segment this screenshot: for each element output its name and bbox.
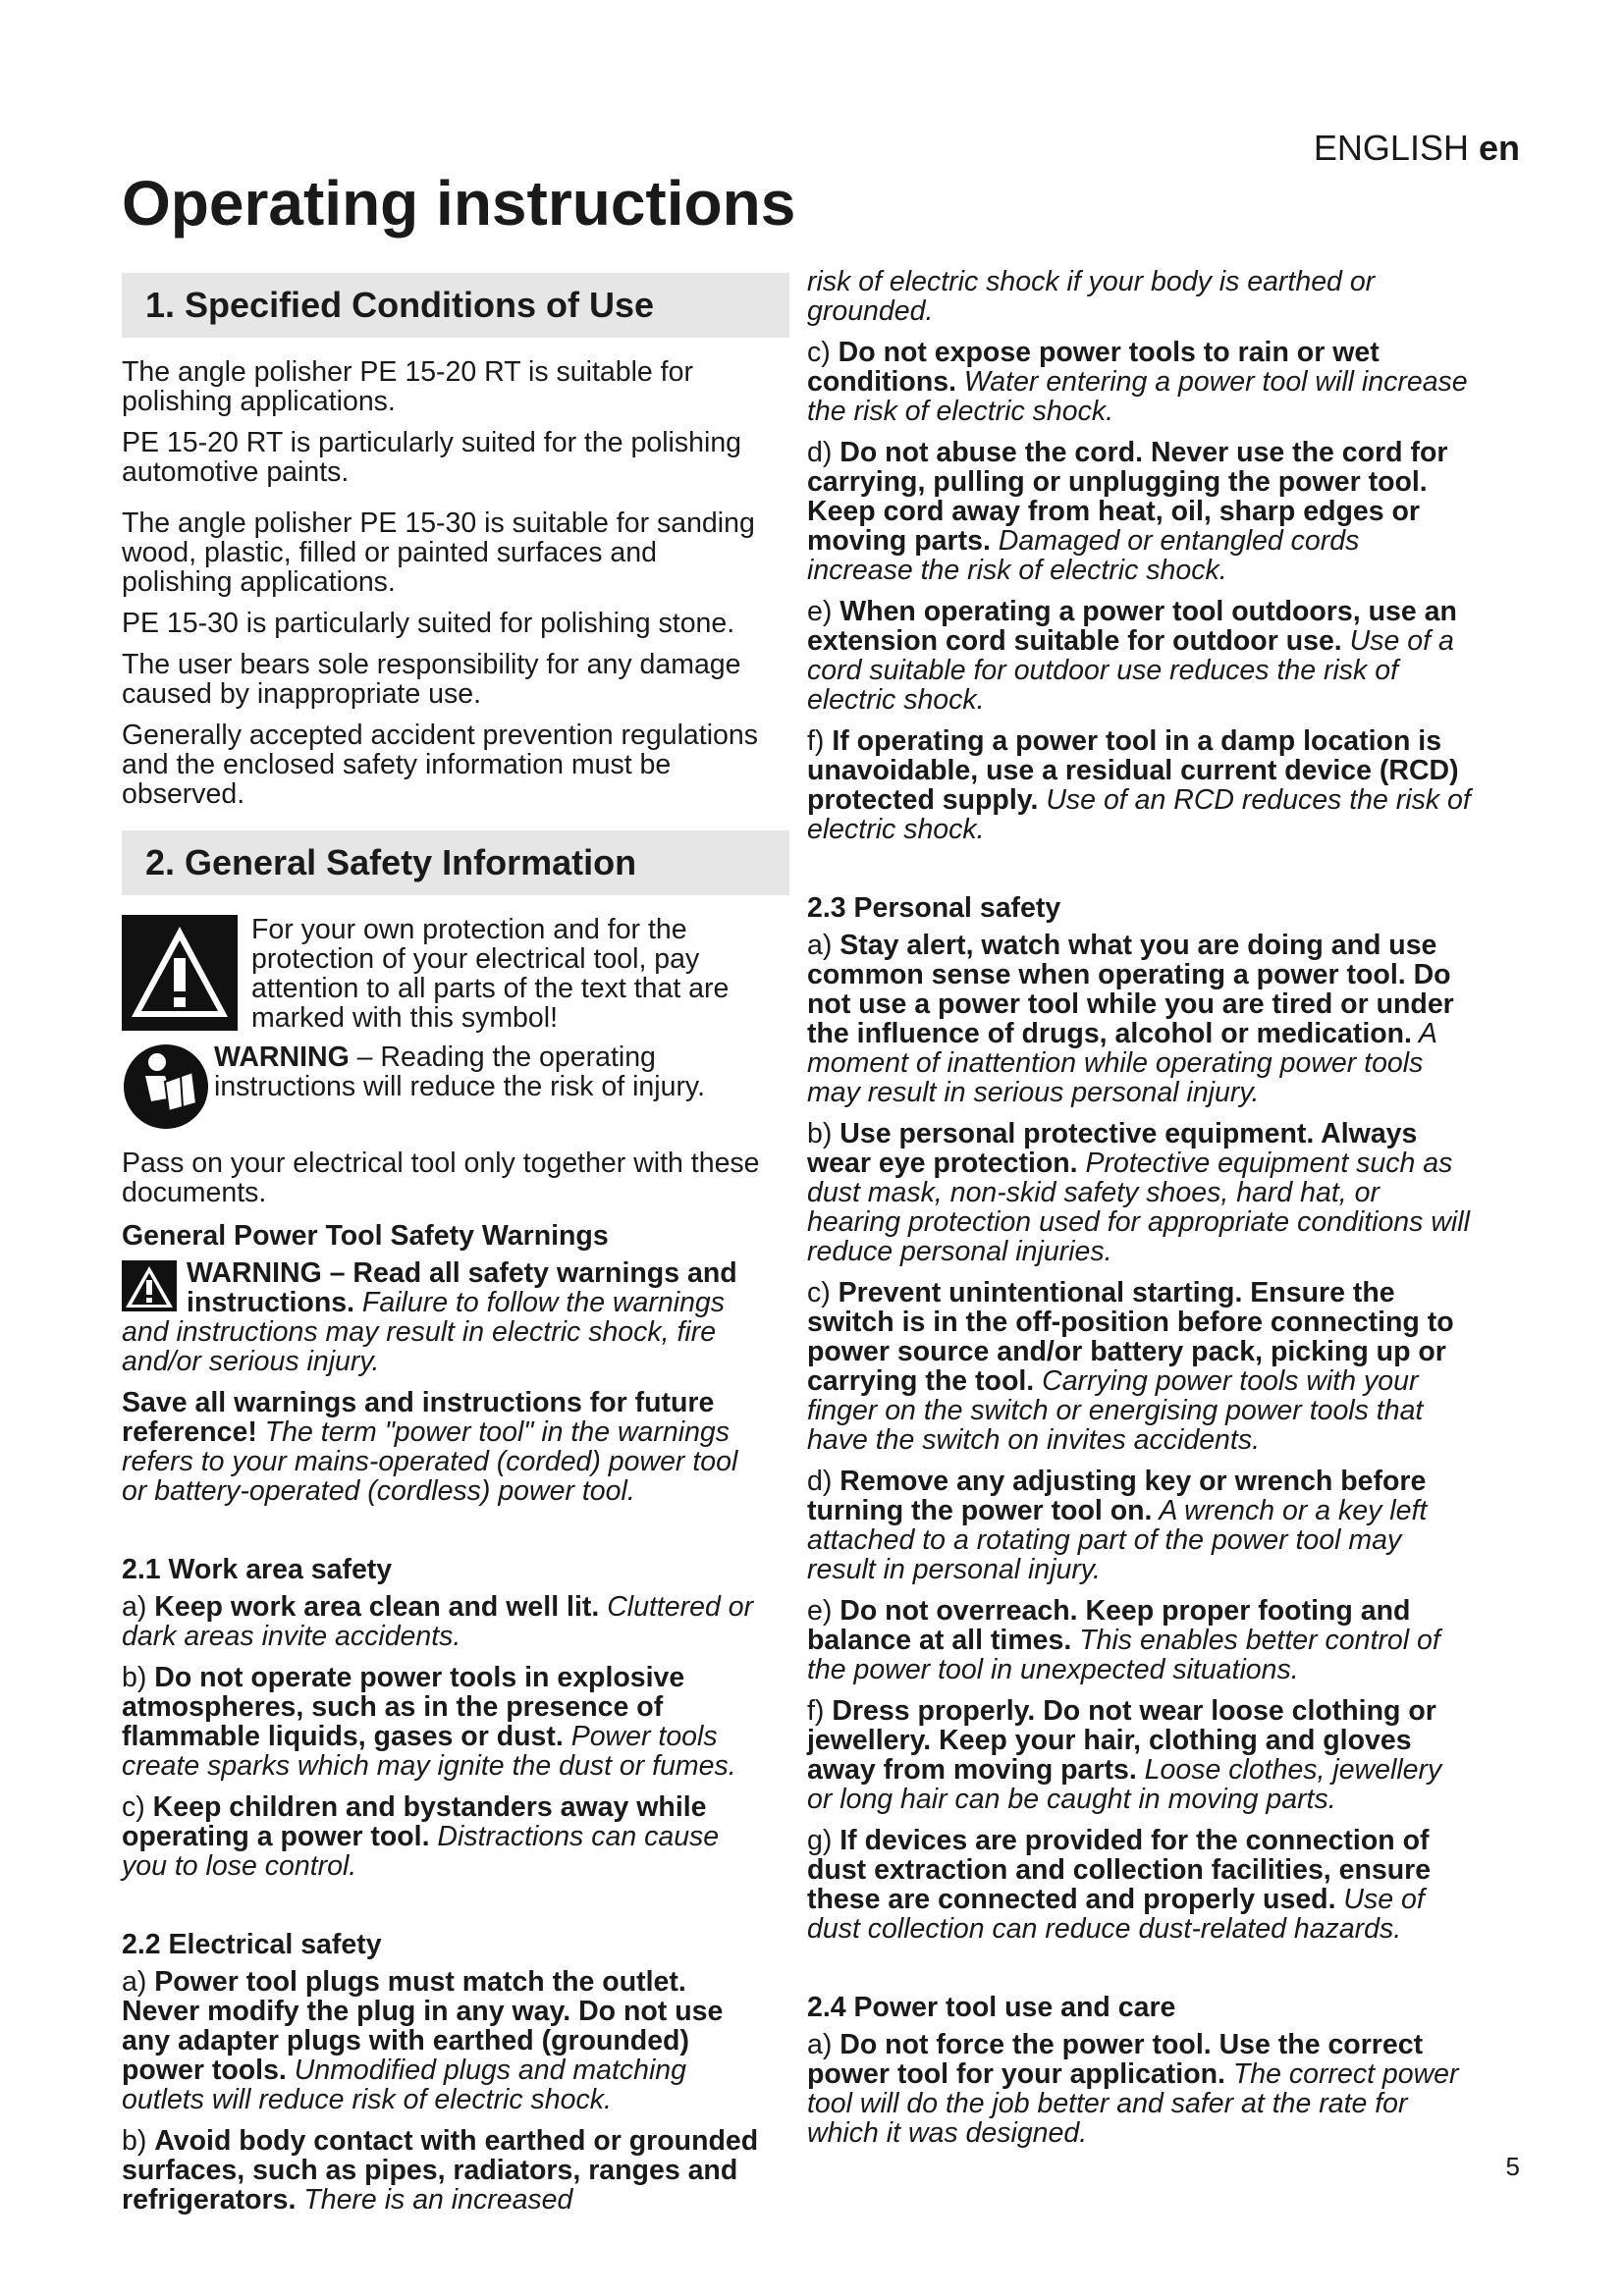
- list-item: a) Do not force the power tool. Use the correct power tool for your application. The correct power tool will do the job better and safer at the rate for which it was designed.: [807, 2029, 1459, 2149]
- right-column: [807, 267, 1471, 2160]
- read-manual-icon: [122, 1042, 210, 1131]
- read-manual-warning: [122, 1042, 770, 1131]
- warning-label: WARNING: [214, 1041, 350, 1073]
- list-item: b) Use personal protective equipment. Always wear eye protection. Protective equipment such as dust mask, non-skid safety shoes, hard hat, or hearing protection used for appropriate conditions will reduce personal injuries.: [807, 1118, 1470, 1267]
- read-manual-text: [214, 1042, 770, 1101]
- section-heading-safety: 2. General Safety Information: [122, 830, 789, 895]
- symbol-notice-text: For your own protection and for the protection of your electrical tool, pay attention to all parts of the text that are marked with this symbol!: [251, 914, 730, 1034]
- subheading-general-warnings: General Power Tool Safety Warnings: [122, 1220, 609, 1252]
- subheading-electrical: 2.2 Electrical safety: [122, 1929, 382, 1960]
- bold-text: WARNING – Read all safety warnings and instructions.: [187, 1257, 737, 1318]
- language-code: en: [1478, 128, 1520, 168]
- paragraph: The angle polisher PE 15-20 RT is suitable for polishing applications.: [122, 356, 693, 417]
- warning-text: – Reading the operating instructions will reduce the risk of injury.: [214, 1041, 705, 1102]
- section-heading-conditions: 1. Specified Conditions of Use: [122, 273, 789, 338]
- paragraph: PE 15-20 RT is particularly suited for the polishing automotive paints.: [122, 427, 742, 488]
- list-item: g) If devices are provided for the connection of dust extraction and collection facilities, ensure these are connected and properly used. Use of dust collection can reduce dust-related hazards.: [807, 1825, 1432, 1945]
- list-item: c) Do not expose power tools to rain or wet conditions. Water entering a power tool will increase the risk of electric shock.: [807, 337, 1468, 427]
- list-item: a) Power tool plugs must match the outlet. Never modify the plug in any way. Do not use any adapter plugs with earthed (grounded) power tools. Unmodified plugs and matching outlets will reduce risk of electric shock.: [122, 1966, 724, 2115]
- list-item: b) Avoid body contact with earthed or grounded surfaces, such as pipes, radiators, ranges and refrigerators. There is an increased: [122, 2125, 759, 2216]
- list-item: e) When operating a power tool outdoors, use an extension cord suitable for outdoor use. Use of a cord suitable for outdoor use reduces the risk of electric shock.: [807, 596, 1457, 716]
- warning-triangle-icon: [122, 1260, 177, 1311]
- paragraph: The angle polisher PE 15-30 is suitable for sanding wood, plastic, filled or painted surfaces and polishing applications.: [122, 507, 755, 598]
- list-item: e) Do not overreach. Keep proper footing and balance at all times. This enables better control of the power tool in unexpected situations.: [807, 1595, 1440, 1685]
- language-label: [1314, 128, 1520, 169]
- page-title: Operating instructions: [122, 168, 796, 239]
- general-warning-paragraph: [122, 1258, 770, 1376]
- list-item: d) Do not abuse the cord. Never use the cord for carrying, pulling or unplugging the power tool. Keep cord away from heat, oil, sharp edges or moving parts. Damaged or entangled cords increase the risk of electric shock.: [807, 437, 1448, 586]
- list-item: b) Do not operate power tools in explosive atmospheres, such as in the presence of flammable liquids, gases or dust. Power tools create sparks which may ignite the dust or fumes.: [122, 1662, 736, 1782]
- language-name: ENGLISH: [1313, 128, 1469, 168]
- paragraph: Generally accepted accident prevention regulations and the enclosed safety information must be observed.: [122, 720, 758, 810]
- list-item: a) Stay alert, watch what you are doing and use common sense when operating a power tool. Do not use a power tool while you are tired or under the influence of drugs, alcohol or medication. A moment of inattention while operating power tools may result in serious personal injury.: [807, 930, 1454, 1108]
- subheading-personal: 2.3 Personal safety: [807, 892, 1061, 924]
- subheading-tool-use: 2.4 Power tool use and care: [807, 1992, 1176, 2023]
- symbol-notice: [122, 915, 770, 1033]
- paragraph: PE 15-30 is particularly suited for polishing stone.: [122, 608, 735, 639]
- italic-text: The term "power tool" in the warnings refers to your mains-operated (corded) power tool or battery-operated (cordless) power tool.: [122, 1416, 738, 1507]
- list-item: c) Prevent unintentional starting. Ensure the switch is in the off-position before connecting to power source and/or battery pack, picking up or carrying the tool. Carrying power tools with your finger on the switch or energising power tools that have the switch on invites accidents.: [807, 1277, 1454, 1456]
- left-column: [122, 267, 770, 2226]
- paragraph: The user bears sole responsibility for any damage caused by inappropriate use.: [122, 649, 741, 710]
- list-item: a) Keep work area clean and well lit. Cluttered or dark areas invite accidents.: [122, 1591, 754, 1652]
- italic-text: Failure to follow the warnings and instructions may result in electric shock, fire and/or serious injury.: [122, 1287, 726, 1377]
- list-item: d) Remove any adjusting key or wrench before turning the power tool on. A wrench or a key left attached to a rotating part of the power tool may result in personal injury.: [807, 1466, 1428, 1585]
- page-number: 5: [1505, 2152, 1520, 2181]
- subheading-work-area: 2.1 Work area safety: [122, 1554, 393, 1585]
- list-item: c) Keep children and bystanders away while operating a power tool. Distractions can cause you to lose control.: [122, 1791, 720, 1882]
- save-instructions-paragraph: [122, 1388, 770, 1506]
- bold-text: Save all warnings and instructions for future reference!: [122, 1387, 715, 1448]
- list-item: f) If operating a power tool in a damp location is unavoidable, use a residual current device (RCD) protected supply. Use of an RCD reduces the risk of electric shock.: [807, 725, 1471, 845]
- warning-triangle-icon: [122, 915, 238, 1031]
- list-item: f) Dress properly. Do not wear loose clothing or jewellery. Keep your hair, clothing and gloves away from moving parts. Loose clothes, jewellery or long hair can be caught in moving parts.: [807, 1695, 1442, 1815]
- continued-text: risk of electric shock if your body is earthed or grounded.: [807, 266, 1376, 327]
- paragraph: Pass on your electrical tool only together with these documents.: [122, 1148, 760, 1208]
